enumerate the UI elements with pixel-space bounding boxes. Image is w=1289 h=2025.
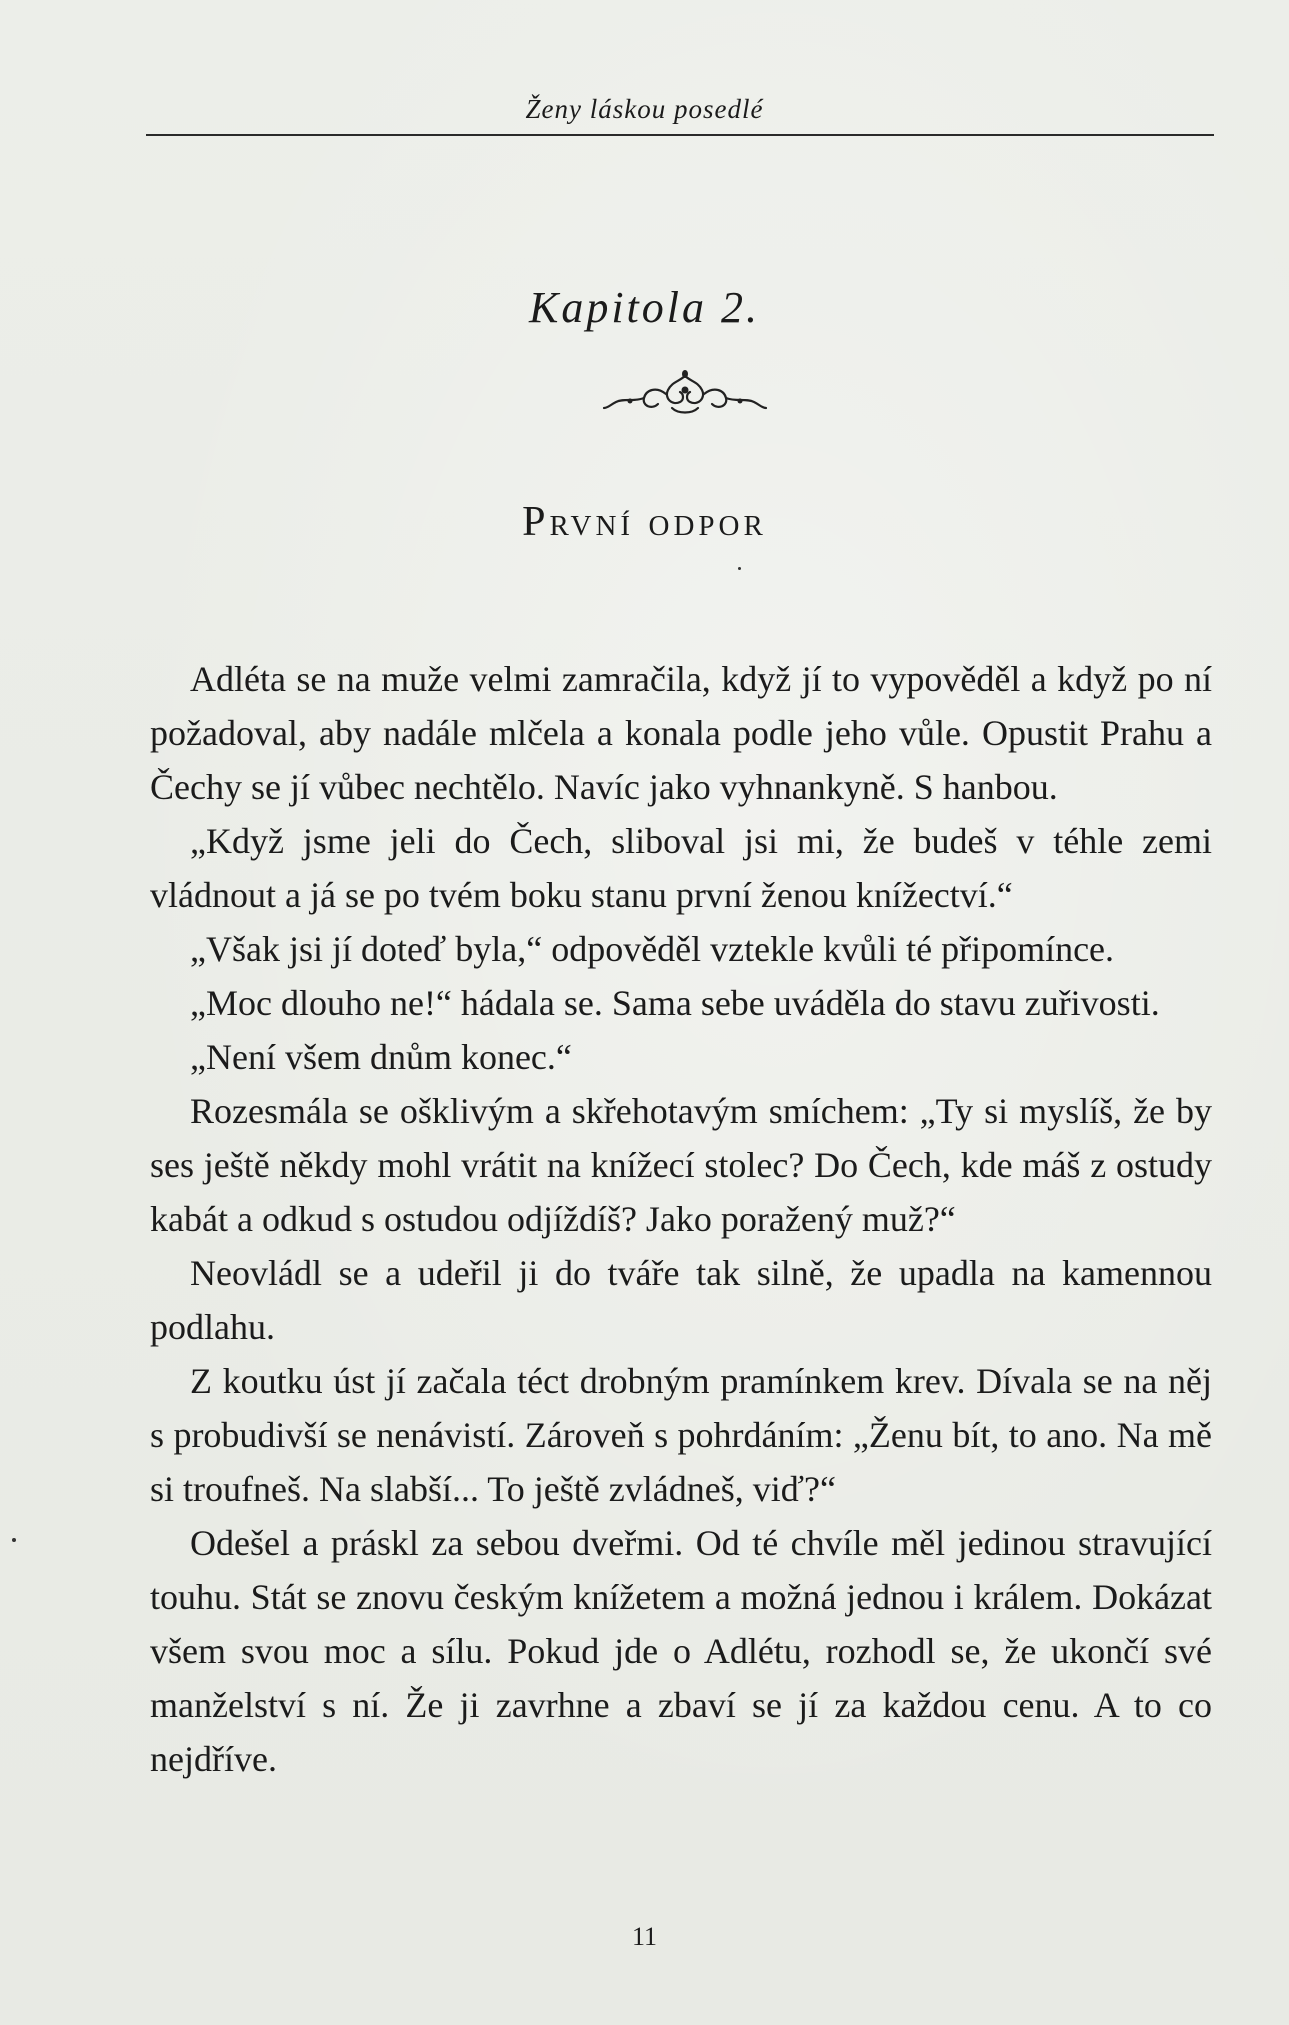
- chapter-body: [150, 652, 1212, 1786]
- header-rule: [146, 134, 1214, 136]
- chapter-number: Kapitola 2.: [528, 283, 761, 332]
- paragraph: „Moc dlouho ne!“ hádala se. Sama sebe uváděla do stavu zuřivosti.: [190, 983, 1160, 1023]
- paragraph: „Není všem dnům konec.“: [190, 1037, 572, 1077]
- paragraph: „Však jsi jí doteď byla,“ odpověděl vztekle kvůli té připomínce.: [190, 929, 1115, 969]
- page-number: 11: [631, 1922, 658, 1951]
- paper-speck: [12, 1538, 16, 1542]
- paragraph: Adléta se na muže velmi zamračila, když jí to vypověděl a když po ní požadoval, aby nadále mlčela a konala podle jeho vůle. Opustit Prahu a Čechy se jí vůbec nechtělo. Navíc jako vyhnankyně. S hanbou.: [150, 659, 1212, 807]
- paper-speck: [738, 567, 741, 570]
- paragraph: Z koutku úst jí začala téct drobným pramínkem krev. Dívala se na něj s probudivší se nenávistí. Zároveň s pohrdáním: „Ženu bít, to ano. Na mě si troufneš. Na slabší... To ještě zvládneš, viď?“: [150, 1361, 1212, 1509]
- paragraph: Rozesmála se ošklivým a skřehotavým smíchem: „Ty si myslíš, že by ses ještě někdy mohl vrátit na knížecí stolec? Do Čech, kde máš z ostudy kabát a odkud s ostudou odjíždíš? Jako poražený muž?“: [150, 1091, 1212, 1239]
- running-head: Ženy láskou posedlé: [525, 94, 764, 124]
- paragraph: Neovládl se a udeřil ji do tváře tak silně, že upadla na kamennou podlahu.: [150, 1253, 1212, 1347]
- paragraph: Odešel a práskl za sebou dveřmi. Od té chvíle měl jedinou stravující touhu. Stát se znovu českým knížetem a možná jednou i králem. Dokázat všem svou moc a sílu. Pokud jde o Adlétu, rozhodl se, že ukončí své manželství s ní. Že ji zavrhne a zbaví se jí za každou cenu. A to co nejdříve.: [150, 1523, 1212, 1779]
- fleuron-ornament-icon: [600, 368, 770, 418]
- paragraph: „Když jsme jeli do Čech, sliboval jsi mi, že budeš v téhle zemi vládnout a já se po tvém boku stanu první ženou knížectví.“: [150, 821, 1212, 915]
- chapter-title: První odpor: [522, 499, 767, 545]
